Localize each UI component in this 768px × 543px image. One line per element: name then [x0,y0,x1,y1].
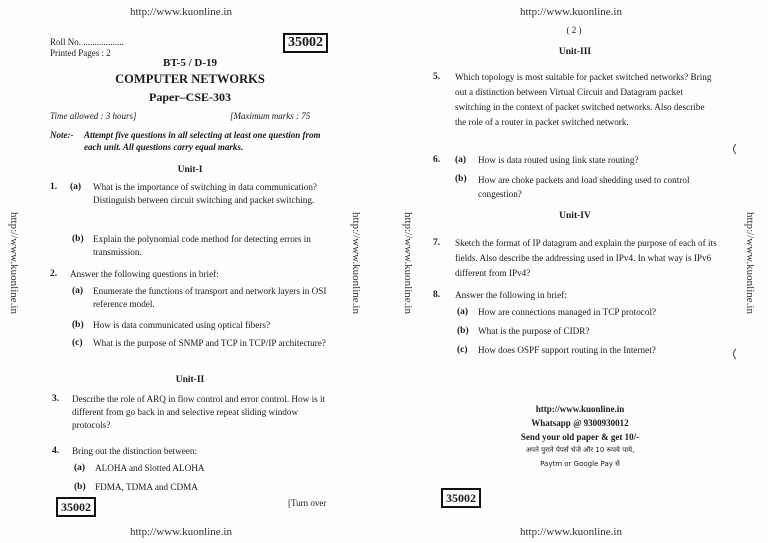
q8b-text: What is the purpose of CIDR? [478,326,590,336]
paper-code-box: 35002 [283,33,328,53]
q8c-label: (c) [457,345,468,355]
q8c-text: How does OSPF support routing in the Internet? [478,345,656,355]
roll-no: Roll No. .................. [50,37,124,47]
note-label: Note:- [50,130,74,140]
q6a-label: (a) [455,155,467,165]
q2-number: 2. [50,269,58,279]
scan-mark-2 [729,347,739,361]
side-watermark-far-right: http://www.kuonline.in [744,212,756,314]
q1a-label: (a) [70,182,82,192]
q6b-text: How are choke packets and load shedding used to control congestion? [478,175,690,199]
note-text: Attempt five questions in all selecting at least one question from each unit. All questions carry equal marks. [84,130,321,152]
q2-text: Answer the following questions in brief: [70,269,219,279]
unit-1-heading: Unit-I [177,165,203,175]
subject-title: COMPUTER NETWORKS [115,72,265,86]
q8b-label: (b) [457,326,469,336]
q3-number: 3. [52,394,60,404]
promo-send-paper: Send your old paper & get 10/- [520,432,640,442]
q3-text: Describe the role of ARQ in flow control and error control. How is it different from go back in and selective repeat sliding window protocols? [72,394,326,430]
promo-url: http://www.kuonline.in [535,404,625,414]
q8a-label: (a) [457,307,469,317]
q4b-text: FDMA, TDMA and CDMA [95,482,198,492]
promo-pay: Paytm or Google Pay से [540,460,620,468]
q8a-text: How are connections managed in TCP protocol? [478,307,657,317]
q6b-label: (b) [455,174,467,184]
q8-text: Answer the following in brief: [455,290,567,300]
header-watermark-left: http://www.kuonline.in [130,6,232,18]
q2c-text: What is the purpose of SNMP and TCP in TCP/IP architecture? [93,338,326,348]
q1a-text: What is the importance of switching in data communication? Distinguish between circuit switching and packet switching. [93,182,318,205]
footer-watermark-right: http://www.kuonline.in [520,526,622,538]
q2a-text: Enumerate the functions of transport and network layers in OSI reference model. [93,286,327,309]
page-number: ( 2 ) [566,25,582,35]
q1-number: 1. [50,182,58,192]
maximum-marks: [Maximum marks : 75 [230,111,311,121]
unit-4-heading: Unit-IV [559,211,591,221]
q4-text: Bring out the distinction between: [72,446,198,456]
turn-over: [Turn over [288,498,327,508]
q7-text: Sketch the format of IP datagram and explain the purpose of each of its fields. Also describe the addressing used in IPv4. In what way is IPv6 different from IPv4? [455,238,717,278]
q4-number: 4. [52,446,60,456]
printed-pages: Printed Pages : 2 [50,48,111,58]
q2c-label: (c) [72,338,83,348]
q8-number: 8. [433,290,441,300]
exam-session: BT-5 / D-19 [163,57,217,69]
left-footer-code-box: 35002 [56,497,96,517]
time-allowed: Time allowed : 3 hours] [50,111,137,121]
scan-mark-1 [729,142,739,156]
side-watermark-mid-left: http://www.kuonline.in [350,212,362,314]
q6-number: 6. [433,155,441,165]
header-watermark-right: http://www.kuonline.in [520,6,622,18]
q2b-text: How is data communicated using optical fibers? [93,320,271,330]
q1b-text: Explain the polynomial code method for detecting errors in transmission. [93,234,311,257]
q1b-label: (b) [72,234,84,244]
q2a-label: (a) [72,286,84,296]
unit-2-heading: Unit-II [175,375,205,385]
q4b-label: (b) [74,482,86,492]
q7-number: 7. [433,238,441,248]
side-watermark-mid-right: http://www.kuonline.in [402,212,414,314]
q4a-label: (a) [74,463,86,473]
side-watermark-far-left: http://www.kuonline.in [8,212,20,314]
q5-number: 5. [433,72,441,82]
unit-3-heading: Unit-III [558,47,592,57]
footer-watermark-left: http://www.kuonline.in [130,526,232,538]
q6a-text: How is data routed using link state routing? [478,155,639,165]
q5-text: Which topology is most suitable for packet switched networks? Bring out a distinction between Virtual Circuit and Datagram packet switching in the context of packet switched networks. Also describe the role of a router in packet switched network. [455,72,712,127]
paper-title: Paper–CSE-303 [149,90,231,104]
promo-hindi: अपने पुराने पेपर्स भेजे और 10 रूपये पाये, [525,446,635,454]
q2b-label: (b) [72,320,84,330]
right-footer-code-box: 35002 [441,488,481,508]
q4a-text: ALOHA and Slotted ALOHA [95,463,205,473]
promo-whatsapp: Whatsapp @ 9300930012 [531,418,629,428]
